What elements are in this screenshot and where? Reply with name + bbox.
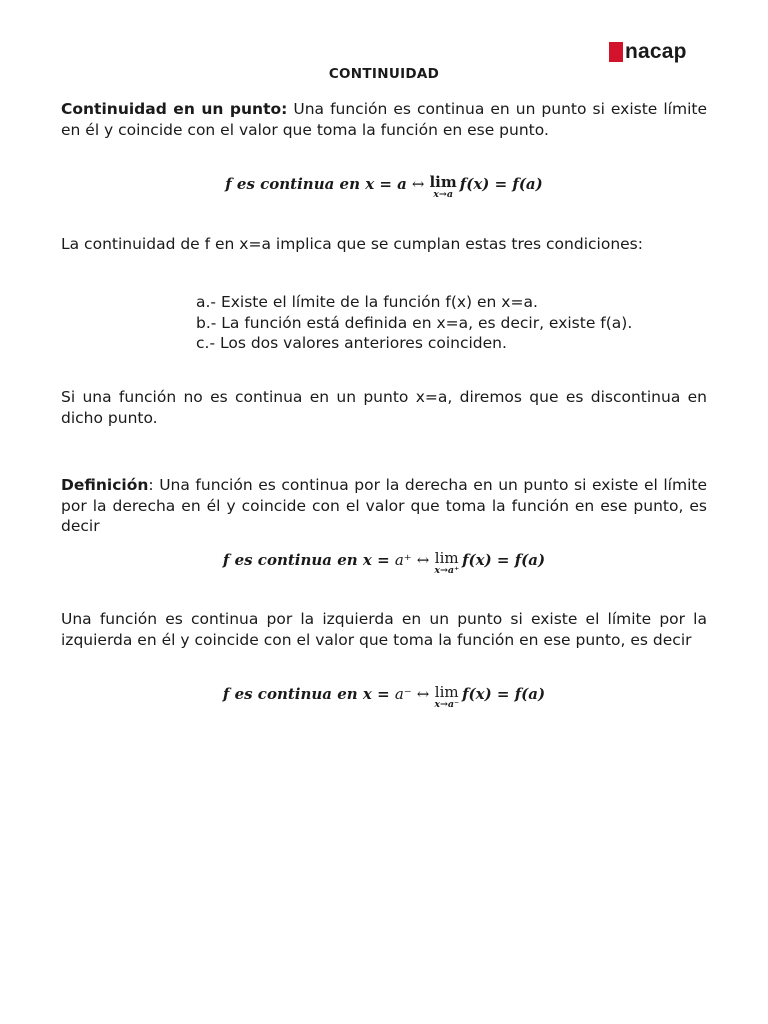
condition-b: b.- La función está definida en x=a, es decir, existe f(a). [196, 313, 633, 332]
logo-text: nacap [625, 40, 687, 63]
formula-rhs: f(x) = f(a) [462, 685, 546, 703]
limit-subscript: x→a⁻ [434, 699, 460, 710]
formula-left-continuity [0, 684, 768, 710]
limit-word: lim [434, 549, 459, 567]
definition-label: Definición [61, 476, 149, 494]
section-label: Continuidad en un punto: [61, 100, 288, 118]
formula-point: a⁻ [394, 685, 412, 703]
conditions-list [196, 292, 707, 354]
limit-operator [429, 174, 456, 200]
condition-c: c.- Los dos valores anteriores coinciden. [196, 334, 507, 352]
formula-arrow: ↔ [416, 551, 430, 569]
limit-subscript: x→a⁺ [434, 565, 460, 576]
formula-rhs: f(x) = f(a) [459, 175, 543, 193]
formula-right-continuity [0, 550, 768, 576]
inacap-logo [609, 42, 687, 62]
definition-text: : Una función es continua por la derecha en un punto si existe el límite por la derecha en él y coincide con el valor que toma la función en ese punto, es decir [61, 476, 707, 535]
formula-rhs: f(x) = f(a) [462, 551, 546, 569]
formula-arrow: ↔ [416, 685, 430, 703]
discontinuity-paragraph: Si una función no es continua en un punto x=a, diremos que es discontinua en dicho punto. [61, 388, 707, 427]
limit-word: lim [434, 683, 459, 701]
formula-arrow: ↔ [411, 175, 425, 193]
limit-operator [434, 550, 459, 576]
conditions-intro: La continuidad de f en x=a implica que se cumplan estas tres condiciones: [61, 235, 643, 253]
limit-subscript: x→a [433, 189, 454, 200]
formula-point: a⁺ [394, 551, 412, 569]
condition-a: a.- Existe el límite de la función f(x) en x=a. [196, 293, 538, 311]
section-text: Una función es continua en un punto si existe límite en él y coincide con el valor que toma la función en ese punto. [61, 100, 707, 139]
formula-lhs: f es continua en x = a [225, 175, 407, 193]
formula-lhs: f es continua en x = [222, 685, 395, 703]
continuity-at-point-paragraph [61, 99, 707, 140]
formula-continuity [0, 174, 768, 200]
formula-lhs: f es continua en x = [222, 551, 395, 569]
limit-word: lim [429, 173, 457, 191]
limit-operator [434, 684, 459, 710]
right-continuity-definition [61, 475, 707, 537]
page-title: CONTINUIDAD [328, 66, 440, 82]
left-continuity-paragraph: Una función es continua por la izquierda en un punto si existe el límite por la izquierda en él y coincide con el valor que toma la función en ese punto, es decir [61, 610, 707, 649]
logo-mark-icon [609, 42, 623, 62]
